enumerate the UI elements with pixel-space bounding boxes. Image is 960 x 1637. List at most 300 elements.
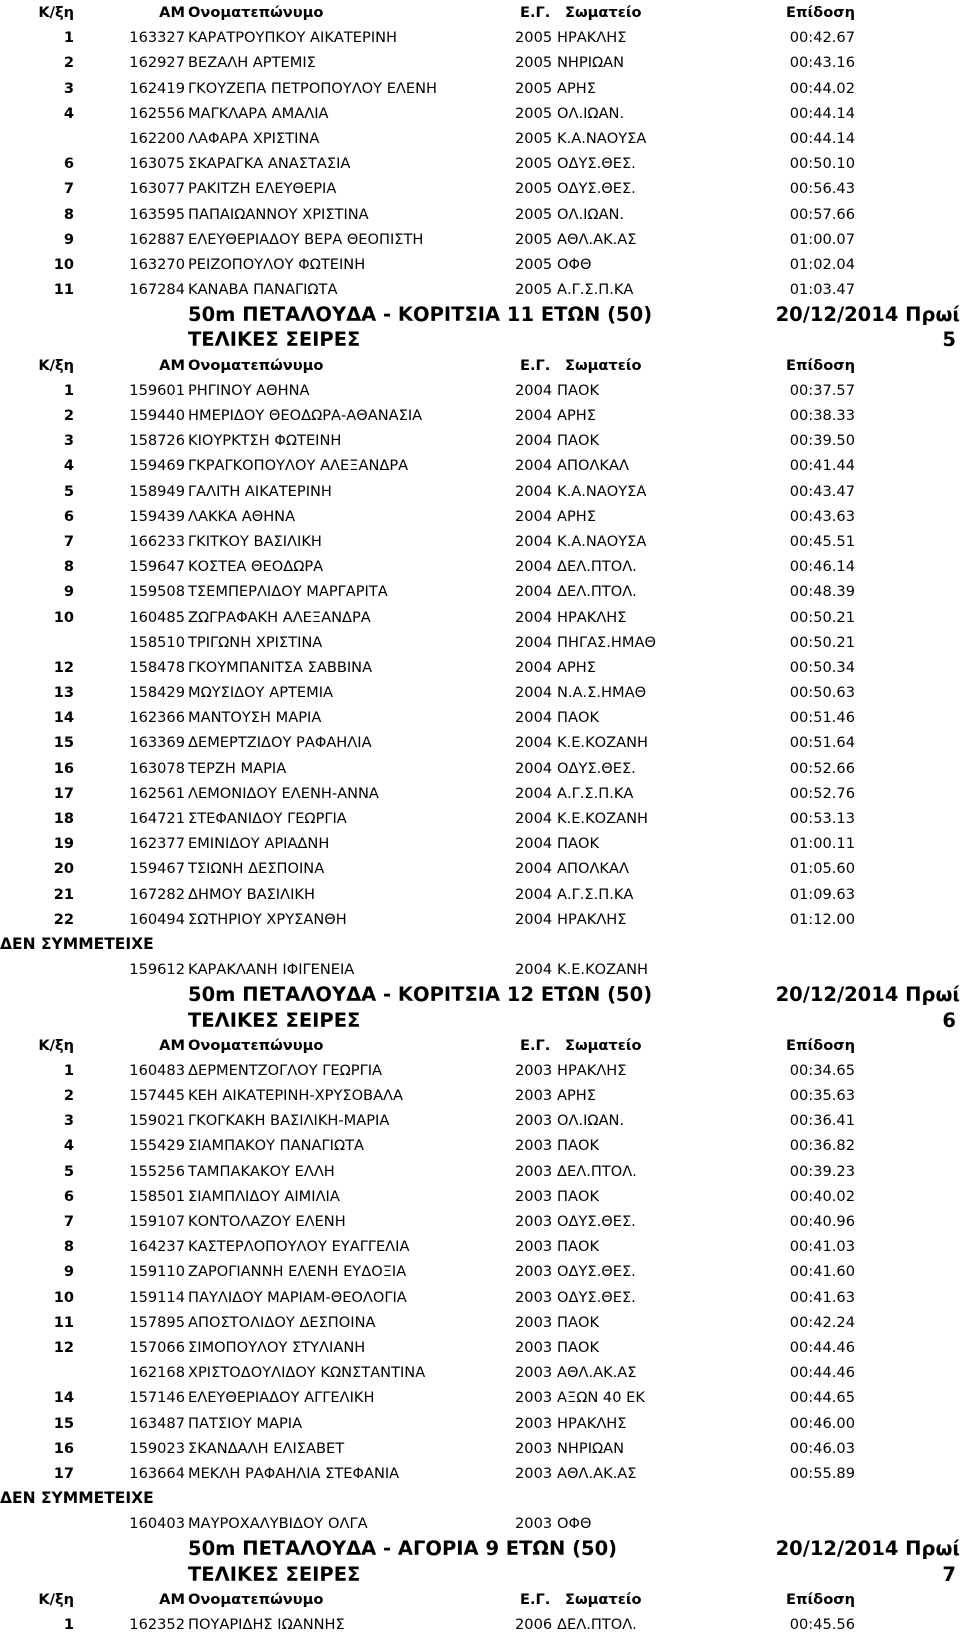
club-cell: ΠΗΓΑΣ.ΗΜΑΘ xyxy=(557,633,656,651)
name-cell: ΣΤΕΦΑΝΙΔΟΥ ΓΕΩΡΓΙΑ xyxy=(188,810,347,827)
rank-cell: 22 xyxy=(53,910,74,928)
year-cell: 2005 xyxy=(515,281,553,299)
year-cell: 2003 xyxy=(515,1263,553,1281)
result-row xyxy=(0,403,960,428)
year-cell: 2004 xyxy=(515,709,553,727)
rank-cell: 10 xyxy=(53,1288,74,1306)
column-header-time: Επίδοση xyxy=(785,1590,855,1608)
column-header-year: Ε.Γ. xyxy=(520,1590,551,1608)
time-cell: 01:09.63 xyxy=(789,885,855,903)
column-header-club: Σωματείο xyxy=(565,1590,642,1608)
time-cell: 01:00.11 xyxy=(789,835,855,853)
year-cell: 2004 xyxy=(515,457,553,475)
rank-cell: 2 xyxy=(63,1087,74,1105)
result-row xyxy=(0,25,960,50)
column-header-am: ΑΜ xyxy=(159,4,185,21)
rank-cell: 17 xyxy=(53,784,74,802)
am-cell: 162556 xyxy=(129,104,185,122)
am-cell: 164721 xyxy=(129,810,185,827)
club-cell: ΑΡΗΣ xyxy=(557,79,596,97)
name-cell: ΤΡΙΓΩΝΗ ΧΡΙΣΤΙΝΑ xyxy=(188,633,323,651)
year-cell: 2003 xyxy=(515,1187,553,1205)
time-cell: 00:57.66 xyxy=(789,205,855,223)
result-row xyxy=(0,1083,960,1108)
result-row xyxy=(0,579,960,604)
name-cell: ΒΕΖΑΛΗ ΑΡΤΕΜΙΣ xyxy=(188,54,316,72)
column-header-name: Ονοματεπώνυμο xyxy=(188,1590,324,1608)
am-cell: 162419 xyxy=(129,79,185,97)
time-cell: 01:02.04 xyxy=(789,255,855,273)
result-row xyxy=(0,1259,960,1284)
column-header-club: Σωματείο xyxy=(565,1036,642,1054)
name-cell: ΡΑΚΙΤΖΗ ΕΛΕΥΘΕΡΙΑ xyxy=(188,180,337,198)
club-cell: ΗΡΑΚΛΗΣ xyxy=(557,29,627,47)
club-cell: ΟΔΥΣ.ΘΕΣ. xyxy=(557,1263,636,1281)
am-cell: 159647 xyxy=(129,558,185,576)
result-row xyxy=(0,1285,960,1310)
club-cell: ΗΡΑΚΛΗΣ xyxy=(557,608,627,626)
name-cell: ΓΑΛΙΤΗ ΑΙΚΑΤΕΡΙΝΗ xyxy=(188,482,332,500)
year-cell: 2003 xyxy=(515,1414,553,1432)
column-header-time: Επίδοση xyxy=(785,4,855,21)
event-date: 20/12/2014 Πρωί xyxy=(775,1537,960,1561)
am-cell: 162377 xyxy=(129,835,185,853)
year-cell: 2005 xyxy=(515,155,553,173)
rank-cell: 8 xyxy=(63,558,74,576)
year-cell: 2004 xyxy=(515,734,553,752)
rank-cell: 14 xyxy=(53,1389,74,1407)
column-header-row xyxy=(0,353,960,378)
result-row xyxy=(0,378,960,403)
year-cell: 2004 xyxy=(515,381,553,399)
result-row xyxy=(0,76,960,101)
club-cell: Α.Γ.Σ.Π.ΚΑ xyxy=(557,281,634,299)
club-cell: ΑΠΟΛΚΑΛ xyxy=(557,860,629,878)
result-row xyxy=(0,1436,960,1461)
result-row xyxy=(0,655,960,680)
dns-heading: ΔΕΝ ΣΥΜΜΕΤΕΙΧΕ xyxy=(0,1489,154,1508)
time-cell: 01:12.00 xyxy=(789,910,855,928)
rank-cell: 5 xyxy=(63,482,74,500)
result-row xyxy=(0,1385,960,1410)
time-cell: 00:44.65 xyxy=(789,1389,855,1407)
year-cell: 2004 xyxy=(515,558,553,576)
club-cell: ΠΑΟΚ xyxy=(557,1238,600,1256)
year-cell: 2003 xyxy=(515,1439,553,1457)
name-cell: ΜΑΥΡΟΧΑΛΥΒΙΔΟΥ ΟΛΓΑ xyxy=(188,1515,368,1533)
am-cell: 159114 xyxy=(129,1288,185,1306)
club-cell: ΗΡΑΚΛΗΣ xyxy=(557,1061,627,1079)
am-cell: 159601 xyxy=(129,381,185,399)
result-row xyxy=(0,479,960,504)
result-row xyxy=(0,781,960,806)
name-cell: ΡΗΓΙΝΟΥ ΑΘΗΝΑ xyxy=(188,381,310,399)
name-cell: ΛΑΚΚΑ ΑΘΗΝΑ xyxy=(188,507,296,525)
year-cell: 2005 xyxy=(515,255,553,273)
club-cell: Κ.Ε.ΚΟΖΑΝΗ xyxy=(557,734,648,752)
name-cell: ΣΙΑΜΠΑΚΟΥ ΠΑΝΑΓΙΩΤΑ xyxy=(188,1137,365,1155)
event-series: ΤΕΛΙΚΕΣ ΣΕΙΡΕΣ xyxy=(188,1562,361,1586)
am-cell: 162200 xyxy=(129,129,185,147)
club-cell: ΠΑΟΚ xyxy=(557,1137,600,1155)
club-cell: ΝΗΡΙΩΑΝ xyxy=(557,1439,625,1457)
rank-cell: 15 xyxy=(53,1414,74,1432)
year-cell: 2005 xyxy=(515,79,553,97)
result-row xyxy=(0,1058,960,1083)
am-cell: 163078 xyxy=(129,759,185,777)
am-cell: 159110 xyxy=(129,1263,185,1281)
year-cell: 2004 xyxy=(515,583,553,601)
rank-cell: 12 xyxy=(53,658,74,676)
club-cell: ΔΕΛ.ΠΤΟΛ. xyxy=(557,583,637,601)
column-header-am: ΑΜ xyxy=(159,1590,185,1608)
time-cell: 00:42.24 xyxy=(789,1313,855,1331)
club-cell: ΑΡΗΣ xyxy=(557,1087,596,1105)
time-cell: 01:03.47 xyxy=(789,281,855,299)
year-cell: 2005 xyxy=(515,180,553,198)
am-cell: 163664 xyxy=(129,1464,185,1482)
am-cell: 159469 xyxy=(129,457,185,475)
name-cell: ΜΑΝΤΟΥΣΗ ΜΑΡΙΑ xyxy=(188,709,322,727)
rank-cell: 11 xyxy=(53,1313,74,1331)
am-cell: 163327 xyxy=(129,29,185,47)
time-cell: 00:53.13 xyxy=(789,810,855,827)
event-title: 50m ΠΕΤΑΛΟΥΔΑ - ΚΟΡΙΤΣΙΑ 11 ΕΤΩΝ (50) xyxy=(188,303,653,327)
club-cell: ΟΛ.ΙΩΑΝ. xyxy=(557,104,625,122)
result-row xyxy=(0,504,960,529)
year-cell: 2005 xyxy=(515,129,553,147)
rank-cell: 1 xyxy=(63,1061,74,1079)
result-row xyxy=(0,1612,960,1637)
year-cell: 2004 xyxy=(515,407,553,424)
club-cell: ΗΡΑΚΛΗΣ xyxy=(557,910,627,928)
am-cell: 162561 xyxy=(129,784,185,802)
am-cell: 162887 xyxy=(129,230,185,248)
am-cell: 158510 xyxy=(129,633,185,651)
name-cell: ΓΚΟΥΜΠΑΝΙΤΣΑ ΣΑΒΒΙΝΑ xyxy=(188,658,373,676)
am-cell: 158429 xyxy=(129,684,185,702)
year-cell: 2004 xyxy=(515,482,553,500)
year-cell: 2003 xyxy=(515,1112,553,1130)
name-cell: ΓΚΡΑΓΚΟΠΟΥΛΟΥ ΑΛΕΞΑΝΔΡΑ xyxy=(188,457,409,475)
rank-cell: 13 xyxy=(53,684,74,702)
am-cell: 162927 xyxy=(129,54,185,72)
time-cell: 00:51.46 xyxy=(789,709,855,727)
time-cell: 00:44.46 xyxy=(789,1338,855,1356)
am-cell: 158949 xyxy=(129,482,185,500)
result-row xyxy=(0,1310,960,1335)
name-cell: ΠΑΠΑΙΩΑΝΝΟΥ ΧΡΙΣΤΙΝΑ xyxy=(188,205,369,223)
column-header-club: Σωματείο xyxy=(565,4,642,21)
club-cell: ΑΘΛ.ΑΚ.ΑΣ xyxy=(557,230,637,248)
time-cell: 00:40.96 xyxy=(789,1213,855,1230)
rank-cell: 9 xyxy=(63,1263,74,1281)
year-cell: 2003 xyxy=(515,1338,553,1356)
club-cell: ΠΑΟΚ xyxy=(557,709,600,727)
result-row xyxy=(0,680,960,705)
name-cell: ΣΩΤΗΡΙΟΥ ΧΡΥΣΑΝΘΗ xyxy=(188,910,347,928)
club-cell: ΔΕΛ.ΠΤΟΛ. xyxy=(557,558,637,576)
result-row xyxy=(0,126,960,151)
am-cell: 159612 xyxy=(129,961,185,979)
year-cell: 2003 xyxy=(515,1137,553,1155)
column-header-am: ΑΜ xyxy=(159,1036,185,1054)
time-cell: 00:41.63 xyxy=(789,1288,855,1306)
name-cell: ΕΛΕΥΘΕΡΙΑΔΟΥ ΑΓΓΕΛΙΚΗ xyxy=(188,1389,375,1407)
rank-cell: 3 xyxy=(63,79,74,97)
column-header-rank: Κ/ξη xyxy=(38,356,74,374)
time-cell: 00:51.64 xyxy=(789,734,855,752)
am-cell: 167282 xyxy=(129,885,185,903)
time-cell: 00:43.63 xyxy=(789,507,855,525)
time-cell: 00:38.33 xyxy=(789,407,855,424)
club-cell: ΠΑΟΚ xyxy=(557,381,600,399)
column-header-name: Ονοματεπώνυμο xyxy=(188,4,324,21)
am-cell: 160403 xyxy=(129,1515,185,1533)
column-header-year: Ε.Γ. xyxy=(520,4,551,21)
event-number: 6 xyxy=(942,1008,956,1032)
time-cell: 00:39.23 xyxy=(789,1162,855,1180)
time-cell: 00:37.57 xyxy=(789,381,855,399)
year-cell: 2004 xyxy=(515,961,553,979)
result-row xyxy=(0,1234,960,1259)
time-cell: 00:44.14 xyxy=(789,129,855,147)
rank-cell: 19 xyxy=(53,835,74,853)
am-cell: 162366 xyxy=(129,709,185,727)
rank-cell: 10 xyxy=(53,255,74,273)
result-row xyxy=(0,605,960,630)
year-cell: 2003 xyxy=(515,1464,553,1482)
am-cell: 157445 xyxy=(129,1087,185,1105)
time-cell: 00:46.14 xyxy=(789,558,855,576)
am-cell: 167284 xyxy=(129,281,185,299)
name-cell: ΓΚΙΤΚΟΥ ΒΑΣΙΛΙΚΗ xyxy=(188,532,322,550)
rank-cell: 3 xyxy=(63,432,74,450)
rank-cell: 4 xyxy=(63,104,74,122)
time-cell: 00:43.16 xyxy=(789,54,855,72)
rank-cell: 12 xyxy=(53,1338,74,1356)
dns-heading-row xyxy=(0,1486,960,1511)
am-cell: 158501 xyxy=(129,1187,185,1205)
name-cell: ΤΕΡΖΗ ΜΑΡΙΑ xyxy=(188,759,287,777)
result-row xyxy=(0,1108,960,1133)
club-cell: ΟΔΥΣ.ΘΕΣ. xyxy=(557,1288,636,1306)
year-cell: 2003 xyxy=(515,1162,553,1180)
club-cell: ΗΡΑΚΛΗΣ xyxy=(557,1414,627,1432)
time-cell: 00:50.34 xyxy=(789,658,855,676)
am-cell: 163075 xyxy=(129,155,185,173)
club-cell: ΟΦΘ xyxy=(557,255,592,273)
am-cell: 157146 xyxy=(129,1389,185,1407)
result-row xyxy=(0,1159,960,1184)
time-cell: 01:05.60 xyxy=(789,860,855,878)
am-cell: 159508 xyxy=(129,583,185,601)
result-row xyxy=(0,1461,960,1486)
club-cell: ΑΘΛ.ΑΚ.ΑΣ xyxy=(557,1464,637,1482)
event-number: 7 xyxy=(942,1562,956,1586)
result-row xyxy=(0,101,960,126)
name-cell: ΣΙΑΜΠΛΙΔΟΥ ΑΙΜΙΛΙΑ xyxy=(188,1187,340,1205)
result-row xyxy=(0,1133,960,1158)
am-cell: 160485 xyxy=(129,608,185,626)
column-header-name: Ονοματεπώνυμο xyxy=(188,1036,324,1054)
time-cell: 00:44.46 xyxy=(789,1364,855,1382)
time-cell: 00:43.47 xyxy=(789,482,855,500)
time-cell: 00:36.82 xyxy=(789,1137,855,1155)
result-row xyxy=(0,151,960,176)
rank-cell: 20 xyxy=(53,860,74,878)
rank-cell: 3 xyxy=(63,1112,74,1130)
column-header-row xyxy=(0,0,960,25)
am-cell: 155429 xyxy=(129,1137,185,1155)
rank-cell: 16 xyxy=(53,759,74,777)
name-cell: ΣΚΑΡΑΓΚΑ ΑΝΑΣΤΑΣΙΑ xyxy=(188,155,351,173)
time-cell: 00:46.03 xyxy=(789,1439,855,1457)
rank-cell: 2 xyxy=(63,54,74,72)
year-cell: 2003 xyxy=(515,1389,553,1407)
club-cell: ΑΠΟΛΚΑΛ xyxy=(557,457,629,475)
club-cell: ΟΔΥΣ.ΘΕΣ. xyxy=(557,759,636,777)
result-row xyxy=(0,50,960,75)
club-cell: ΑΡΗΣ xyxy=(557,507,596,525)
rank-cell: 21 xyxy=(53,885,74,903)
club-cell: ΟΛ.ΙΩΑΝ. xyxy=(557,1112,625,1130)
am-cell: 163595 xyxy=(129,205,185,223)
result-row xyxy=(0,1184,960,1209)
club-cell: Κ.Ε.ΚΟΖΑΝΗ xyxy=(557,961,648,979)
am-cell: 162168 xyxy=(129,1364,185,1382)
am-cell: 157895 xyxy=(129,1313,185,1331)
name-cell: ΖΑΡΟΓΙΑΝΝΗ ΕΛΕΝΗ ΕΥΔΟΞΙΑ xyxy=(188,1263,407,1281)
year-cell: 2003 xyxy=(515,1313,553,1331)
year-cell: 2005 xyxy=(515,29,553,47)
year-cell: 2004 xyxy=(515,432,553,450)
event-date: 20/12/2014 Πρωί xyxy=(775,303,960,327)
club-cell: Κ.Ε.ΚΟΖΑΝΗ xyxy=(557,810,648,827)
club-cell: ΑΞΩΝ 40 ΕΚ xyxy=(557,1389,645,1407)
name-cell: ΕΜΙΝΙΔΟΥ ΑΡΙΑΔΝΗ xyxy=(188,835,330,853)
time-cell: 00:41.44 xyxy=(789,457,855,475)
am-cell: 159021 xyxy=(129,1112,185,1130)
am-cell: 163369 xyxy=(129,734,185,752)
year-cell: 2004 xyxy=(515,910,553,928)
rank-cell: 11 xyxy=(53,281,74,299)
am-cell: 164237 xyxy=(129,1238,185,1256)
result-row xyxy=(0,202,960,227)
time-cell: 00:36.41 xyxy=(789,1112,855,1130)
name-cell: ΣΚΑΝΔΑΛΗ ΕΛΙΣΑΒΕΤ xyxy=(188,1439,345,1457)
name-cell: ΚΑΣΤΕΡΛΟΠΟΥΛΟΥ ΕΥΑΓΓΕΛΙΑ xyxy=(188,1238,410,1256)
year-cell: 2003 xyxy=(515,1288,553,1306)
rank-cell: 8 xyxy=(63,205,74,223)
result-row xyxy=(0,1360,960,1385)
event-series: ΤΕΛΙΚΕΣ ΣΕΙΡΕΣ xyxy=(188,328,361,352)
year-cell: 2005 xyxy=(515,230,553,248)
column-header-name: Ονοματεπώνυμο xyxy=(188,356,324,374)
time-cell: 00:44.02 xyxy=(789,79,855,97)
result-row xyxy=(0,882,960,907)
am-cell: 159440 xyxy=(129,407,185,424)
result-row xyxy=(0,705,960,730)
result-row xyxy=(0,554,960,579)
year-cell: 2005 xyxy=(515,54,553,72)
club-cell: ΟΔΥΣ.ΘΕΣ. xyxy=(557,1213,636,1230)
club-cell: ΠΑΟΚ xyxy=(557,835,600,853)
club-cell: Α.Γ.Σ.Π.ΚΑ xyxy=(557,784,634,802)
am-cell: 166233 xyxy=(129,532,185,550)
column-header-am: ΑΜ xyxy=(159,356,185,374)
club-cell: Α.Γ.Σ.Π.ΚΑ xyxy=(557,885,634,903)
name-cell: ΚΟΝΤΟΛΑΖΟΥ ΕΛΕΝΗ xyxy=(188,1213,346,1230)
column-header-year: Ε.Γ. xyxy=(520,1036,551,1054)
name-cell: ΤΣΕΜΠΕΡΛΙΔΟΥ ΜΑΡΓΑΡΙΤΑ xyxy=(188,583,388,601)
club-cell: Κ.Α.ΝΑΟΥΣΑ xyxy=(557,129,647,147)
result-row xyxy=(0,227,960,252)
name-cell: ΔΗΜΟΥ ΒΑΣΙΛΙΚΗ xyxy=(188,885,315,903)
club-cell: ΠΑΟΚ xyxy=(557,1313,600,1331)
club-cell: ΑΡΗΣ xyxy=(557,658,596,676)
time-cell: 00:45.51 xyxy=(789,532,855,550)
club-cell: ΠΑΟΚ xyxy=(557,1187,600,1205)
rank-cell: 7 xyxy=(63,1213,74,1230)
result-row xyxy=(0,453,960,478)
club-cell: ΠΑΟΚ xyxy=(557,432,600,450)
am-cell: 159107 xyxy=(129,1213,185,1230)
year-cell: 2004 xyxy=(515,860,553,878)
time-cell: 00:42.67 xyxy=(789,29,855,47)
time-cell: 00:35.63 xyxy=(789,1087,855,1105)
rank-cell: 17 xyxy=(53,1464,74,1482)
time-cell: 00:56.43 xyxy=(789,180,855,198)
column-header-row xyxy=(0,1587,960,1612)
am-cell: 159439 xyxy=(129,507,185,525)
name-cell: ΧΡΙΣΤΟΔΟΥΛΙΔΟΥ ΚΩΝΣΤΑΝΤΙΝΑ xyxy=(188,1364,426,1382)
result-row xyxy=(0,529,960,554)
dns-heading-row xyxy=(0,932,960,957)
name-cell: ΜΩΥΣΙΔΟΥ ΑΡΤΕΜΙΑ xyxy=(188,684,334,702)
name-cell: ΔΕΡΜΕΝΤΖΟΓΛΟΥ ΓΕΩΡΓΙΑ xyxy=(188,1061,383,1079)
year-cell: 2004 xyxy=(515,835,553,853)
time-cell: 00:46.00 xyxy=(789,1414,855,1432)
year-cell: 2003 xyxy=(515,1087,553,1105)
name-cell: ΜΕΚΛΗ ΡΑΦΑΗΛΙΑ ΣΤΕΦΑΝΙΑ xyxy=(188,1464,400,1482)
result-row xyxy=(0,1209,960,1234)
result-row xyxy=(0,1411,960,1436)
year-cell: 2005 xyxy=(515,205,553,223)
time-cell: 00:50.63 xyxy=(789,684,855,702)
dns-row xyxy=(0,957,960,982)
time-cell: 00:50.21 xyxy=(789,608,855,626)
event-series-row xyxy=(0,327,960,352)
name-cell: ΚΑΡΑΚΛΑΝΗ ΙΦΙΓΕΝΕΙΑ xyxy=(188,961,355,979)
am-cell: 158478 xyxy=(129,658,185,676)
club-cell: ΔΕΛ.ΠΤΟΛ. xyxy=(557,1616,637,1633)
column-header-rank: Κ/ξη xyxy=(38,1036,74,1054)
time-cell: 00:41.60 xyxy=(789,1263,855,1281)
column-header-row xyxy=(0,1033,960,1058)
club-cell: ΟΔΥΣ.ΘΕΣ. xyxy=(557,180,636,198)
name-cell: ΓΚΟΥΖΕΠΑ ΠΕΤΡΟΠΟΥΛΟΥ ΕΛΕΝΗ xyxy=(188,79,438,97)
am-cell: 155256 xyxy=(129,1162,185,1180)
rank-cell: 1 xyxy=(63,1616,74,1633)
column-header-time: Επίδοση xyxy=(785,356,855,374)
column-header-rank: Κ/ξη xyxy=(38,4,74,21)
event-series: ΤΕΛΙΚΕΣ ΣΕΙΡΕΣ xyxy=(188,1008,361,1032)
column-header-club: Σωματείο xyxy=(565,356,642,374)
name-cell: ΚΕΗ ΑΙΚΑΤΕΡΙΝΗ-ΧΡΥΣΟΒΑΛΑ xyxy=(188,1087,404,1105)
time-cell: 00:52.66 xyxy=(789,759,855,777)
club-cell: ΟΔΥΣ.ΘΕΣ. xyxy=(557,155,636,173)
